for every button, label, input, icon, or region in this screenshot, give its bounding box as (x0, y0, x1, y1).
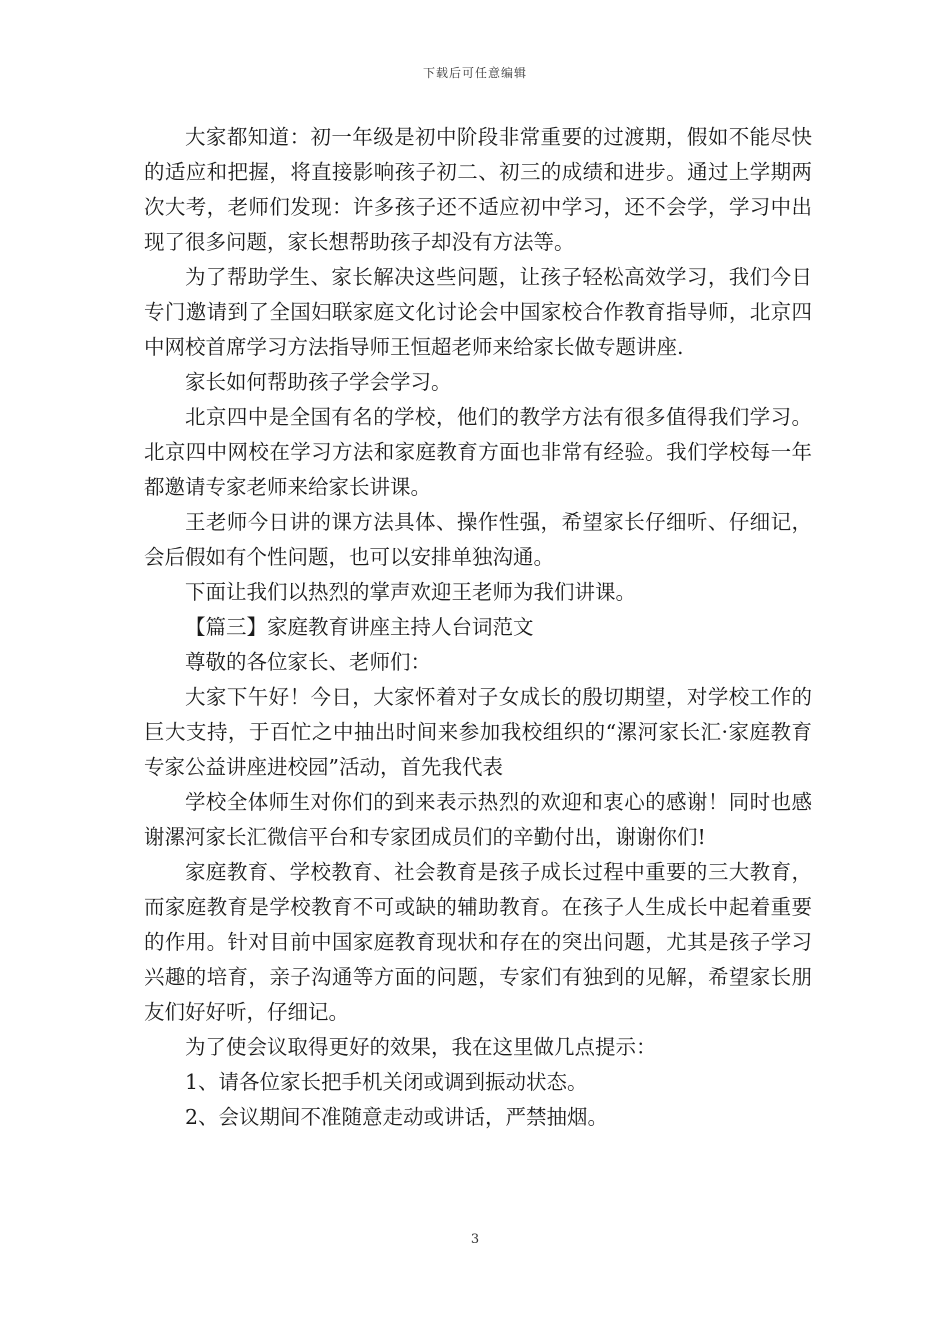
paragraph-greeting: 大家下午好！今日，大家怀着对子女成长的殷切期望，对学校工作的巨大支持，于百忙之中抽出时间来参加我校组织的“漯河家长汇·家庭教育专家公益讲座进校园”活动，首先我代表 (144, 685, 812, 779)
paragraph-welcome: 下面让我们以热烈的掌声欢迎王老师为我们讲课。 (185, 580, 636, 604)
list-item-reminder-1: 1、请各位家长把手机关闭或调到振动状态。 (185, 1070, 588, 1094)
paragraph-thanks: 学校全体师生对你们的到来表示热烈的欢迎和衷心的感谢！同时也感谢漯河家长汇微信平台和专家团成员们的辛勤付出，谢谢你们! (144, 790, 812, 849)
paragraph-salutation: 尊敬的各位家长、老师们： (185, 650, 431, 674)
paragraph-lecture-topic: 家长如何帮助孩子学会学习。 (185, 370, 452, 394)
page-number: 3 (470, 1232, 480, 1247)
paragraph-lecture-method: 王老师今日讲的课方法具体、操作性强，希望家长仔细听、仔细记，会后假如有个性问题，也可以安排单独沟通。 (144, 510, 812, 569)
section-heading: 【篇三】家庭教育讲座主持人台词范文 (185, 615, 534, 639)
paragraph-invited-speaker: 为了帮助学生、家长解决这些问题，让孩子轻松高效学习，我们今日专门邀请到了全国妇联家庭文化讨论会中国家校合作教育指导师，北京四中网校首席学习方法指导师王恒超老师来给家长做专题讲座. (144, 265, 812, 359)
paragraph-family-education: 家庭教育、学校教育、社会教育是孩子成长过程中重要的三大教育，而家庭教育是学校教育不可或缺的辅助教育。在孩子人生成长中起着重要的作用。针对目前中国家庭教育现状和存在的突出问题，尤其是孩子学习兴趣的培育，亲子沟通等方面的问题，专家们有独到的见解，希望家长朋友们好好听，仔细记。 (144, 860, 812, 1024)
paragraph-reminders-intro: 为了使会议取得更好的效果，我在这里做几点提示： (185, 1035, 657, 1059)
document-body (144, 120, 812, 1135)
list-item-reminder-2: 2、会议期间不准随意走动或讲话，严禁抽烟。 (185, 1105, 609, 1129)
page-header: 下载后可任意编辑 (422, 66, 527, 80)
paragraph-intro-transition: 大家都知道：初一年级是初中阶段非常重要的过渡期，假如不能尽快的适应和把握，将直接影响孩子初二、初三的成绩和进步。通过上学期两次大考，老师们发现：许多孩子还不适应初中学习，还不会学，学习中出现了很多问题，家长想帮助孩子却没有方法等。 (144, 125, 812, 254)
paragraph-beijing-school: 北京四中是全国有名的学校，他们的教学方法有很多值得我们学习。北京四中网校在学习方法和家庭教育方面也非常有经验。我们学校每一年都邀请专家老师来给家长讲课。 (144, 405, 812, 499)
